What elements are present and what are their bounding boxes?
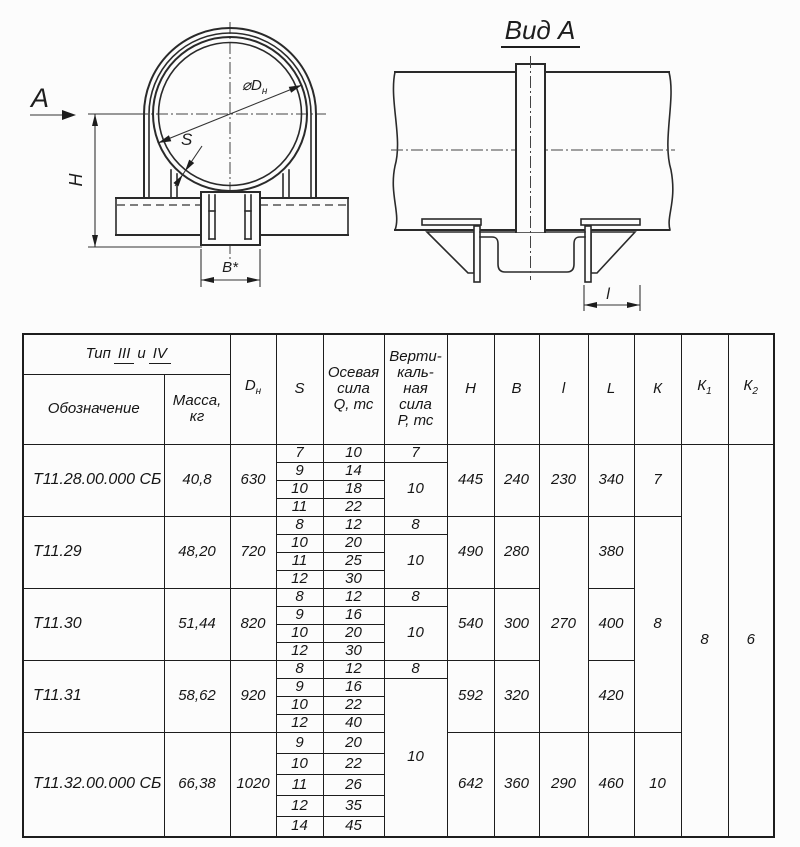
cell-l-small: 270 — [539, 516, 588, 732]
type-roman-1: III — [114, 345, 135, 364]
cell-b: 300 — [494, 588, 539, 660]
type-roman-2: IV — [149, 345, 171, 364]
cell-q: 12 — [323, 588, 384, 606]
cell-h: 592 — [447, 660, 494, 732]
cell-s: 12 — [276, 642, 323, 660]
cell-s: 10 — [276, 480, 323, 498]
header-l-big: L — [588, 334, 634, 444]
cell-q: 16 — [323, 678, 384, 696]
cell-l-small: 230 — [539, 444, 588, 516]
cell-mass: 51,44 — [164, 588, 230, 660]
cell-q: 26 — [323, 774, 384, 795]
cell-q: 22 — [323, 498, 384, 516]
right-bracket — [581, 219, 640, 282]
dimension-l-label: l — [606, 286, 610, 303]
cell-mass: 66,38 — [164, 732, 230, 837]
cell-p: 10 — [384, 606, 447, 660]
cell-dn: 920 — [230, 660, 276, 732]
cell-s: 12 — [276, 570, 323, 588]
cell-q: 35 — [323, 795, 384, 816]
header-dn: $D_н$ — [230, 334, 276, 444]
header-b: В — [494, 334, 539, 444]
cell-s: 9 — [276, 732, 323, 753]
cell-s: 7 — [276, 444, 323, 462]
header-mass: Масса, кг — [164, 374, 230, 444]
cell-s: 11 — [276, 498, 323, 516]
cell-p: 8 — [384, 588, 447, 606]
dimension-B — [201, 249, 260, 287]
cell-s: 8 — [276, 516, 323, 534]
cell-dn: 820 — [230, 588, 276, 660]
projection-views — [0, 0, 800, 330]
header-k: К — [634, 334, 681, 444]
cell-q: 20 — [323, 534, 384, 552]
cell-q: 25 — [323, 552, 384, 570]
cell-p: 10 — [384, 462, 447, 516]
type-conj: и — [137, 345, 146, 363]
cell-b: 280 — [494, 516, 539, 588]
cell-l-big: 340 — [588, 444, 634, 516]
cell-s: 11 — [276, 552, 323, 570]
header-l-small: l — [539, 334, 588, 444]
cell-q: 16 — [323, 606, 384, 624]
cell-k1: 8 — [681, 444, 728, 837]
cell-h: 642 — [447, 732, 494, 837]
cell-k2: 6 — [728, 444, 774, 837]
cell-s: 10 — [276, 696, 323, 714]
cell-h: 445 — [447, 444, 494, 516]
clamp-front-view-drawing — [18, 8, 386, 310]
left-bracket — [422, 219, 481, 282]
cell-mass: 58,62 — [164, 660, 230, 732]
type-word: Тип — [85, 345, 111, 363]
cell-b: 240 — [494, 444, 539, 516]
right-break-line — [668, 72, 673, 230]
view-direction-arrow — [29, 83, 76, 120]
cell-designation: Т11.31 — [23, 660, 164, 732]
cell-k: 10 — [634, 732, 681, 837]
cell-q: 12 — [323, 516, 384, 534]
left-break-line — [393, 72, 397, 230]
cell-q: 45 — [323, 816, 384, 837]
view-arrow-label: А — [31, 83, 50, 113]
cell-designation: Т11.30 — [23, 588, 164, 660]
cell-h: 540 — [447, 588, 494, 660]
cell-p: 7 — [384, 444, 447, 462]
cell-l-small: 290 — [539, 732, 588, 837]
cell-q: 20 — [323, 624, 384, 642]
cell-p: 8 — [384, 660, 447, 678]
header-axial-force: Осевая сила Q, тс — [323, 334, 384, 444]
dimension-diameter-label: $⌀D_н$ — [242, 77, 268, 97]
header-vertical-force: Верти- каль- ная сила Р, тс — [384, 334, 447, 444]
cell-s: 8 — [276, 660, 323, 678]
cell-p: 10 — [384, 534, 447, 588]
cell-q: 20 — [323, 732, 384, 753]
cell-mass: 40,8 — [164, 444, 230, 516]
cell-s: 10 — [276, 534, 323, 552]
cell-q: 30 — [323, 642, 384, 660]
cell-q: 22 — [323, 753, 384, 774]
cell-mass: 48,20 — [164, 516, 230, 588]
header-k2: $К_2$ — [728, 334, 774, 444]
cell-q: 22 — [323, 696, 384, 714]
view-a-title: Вид А — [504, 15, 576, 45]
cell-s: 8 — [276, 588, 323, 606]
table-row — [23, 444, 774, 462]
cell-s: 10 — [276, 753, 323, 774]
dimension-l — [584, 285, 640, 311]
view-a-title-group — [501, 15, 580, 47]
header-type — [23, 334, 230, 374]
cell-dn: 1020 — [230, 732, 276, 837]
cell-designation: Т11.29 — [23, 516, 164, 588]
cell-l-big: 380 — [588, 516, 634, 588]
header-h: H — [447, 334, 494, 444]
header-s: S — [276, 334, 323, 444]
cell-b: 320 — [494, 660, 539, 732]
cell-l-big: 400 — [588, 588, 634, 660]
cell-h: 490 — [447, 516, 494, 588]
cell-s: 12 — [276, 795, 323, 816]
cell-s: 14 — [276, 816, 323, 837]
support-block — [201, 192, 260, 245]
side-view-a-drawing — [388, 8, 700, 323]
cell-q: 18 — [323, 480, 384, 498]
cell-l-big: 460 — [588, 732, 634, 837]
cell-dn: 630 — [230, 444, 276, 516]
dimension-H-label: H — [66, 173, 86, 187]
cell-q: 12 — [323, 660, 384, 678]
cell-p: 8 — [384, 516, 447, 534]
cell-designation: Т11.32.00.000 СБ — [23, 732, 164, 837]
cell-p: 10 — [384, 678, 447, 837]
dimensions-table — [22, 333, 775, 838]
table-row — [23, 516, 774, 534]
header-k1: $К_1$ — [681, 334, 728, 444]
cell-designation: Т11.28.00.000 СБ — [23, 444, 164, 516]
cell-s: 10 — [276, 624, 323, 642]
cell-q: 40 — [323, 714, 384, 732]
cell-s: 9 — [276, 462, 323, 480]
cell-q: 30 — [323, 570, 384, 588]
cell-b: 360 — [494, 732, 539, 837]
dimension-S-label: S — [181, 130, 193, 149]
cell-q: 14 — [323, 462, 384, 480]
cell-k: 7 — [634, 444, 681, 516]
cell-dn: 720 — [230, 516, 276, 588]
header-designation: Обозначение — [23, 374, 164, 444]
cell-s: 11 — [276, 774, 323, 795]
saddle-channel — [480, 232, 585, 272]
cell-s: 9 — [276, 606, 323, 624]
cell-s: 12 — [276, 714, 323, 732]
cell-s: 9 — [276, 678, 323, 696]
cell-q: 10 — [323, 444, 384, 462]
cell-l-big: 420 — [588, 660, 634, 732]
dimension-B-label: В* — [222, 259, 238, 276]
cell-k: 8 — [634, 516, 681, 732]
